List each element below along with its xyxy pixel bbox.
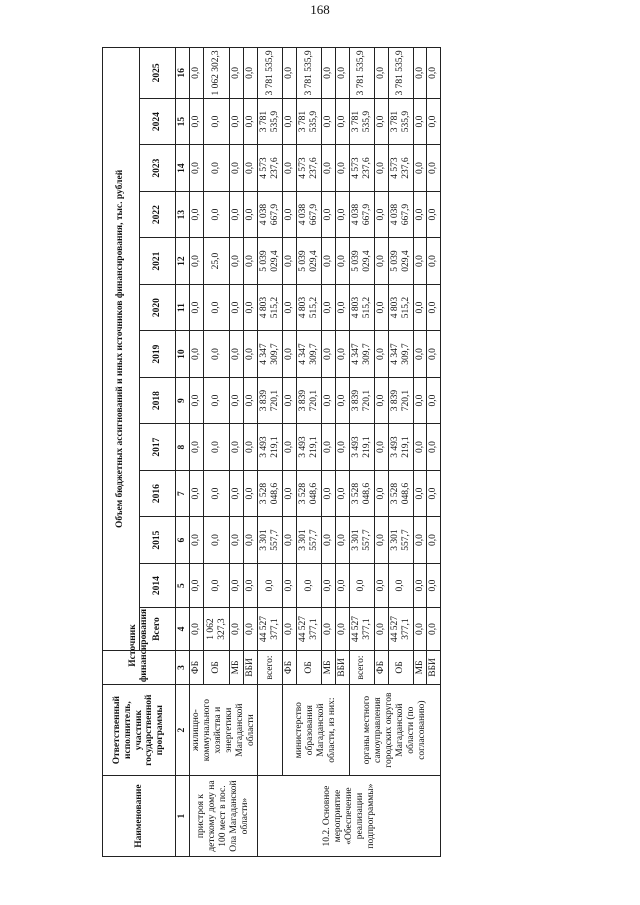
value-cell: 0,0 — [335, 98, 349, 145]
value-cell: 0,0 — [322, 424, 336, 471]
value-cell: 0,0 — [335, 331, 349, 378]
value-cell: 0,0 — [427, 470, 441, 517]
value-cell: 0,0 — [374, 48, 388, 99]
value-cell: 0,0 — [283, 98, 297, 145]
header-year: 2021 — [139, 238, 176, 285]
header-year: 2024 — [139, 98, 176, 145]
value-cell: 0,0 — [322, 284, 336, 331]
value-cell: 0,0 — [335, 238, 349, 285]
value-cell: 0,0 — [374, 191, 388, 238]
table-row — [189, 48, 203, 857]
total-cell: 0,0 — [229, 608, 243, 650]
value-cell: 0,0 — [413, 331, 427, 378]
value-cell: 3 301 557,7 — [258, 517, 283, 564]
value-cell: 0,0 — [427, 238, 441, 285]
total-cell: 44 527 377,1 — [258, 608, 283, 650]
value-cell: 0,0 — [322, 563, 336, 607]
page-number: 168 — [310, 2, 330, 17]
value-cell: 0,0 — [374, 470, 388, 517]
executor-name: органы местного самоуправления городских округов Магаданской области (по согласованию) — [349, 685, 440, 776]
value-cell: 0,0 — [283, 470, 297, 517]
value-cell: 4 803 515,2 — [297, 284, 322, 331]
value-cell: 3 301 557,7 — [388, 517, 413, 564]
source-cell: ВБИ — [244, 650, 258, 684]
value-cell: 0,0 — [374, 331, 388, 378]
source-cell: ВБИ — [335, 650, 349, 684]
value-cell: 0,0 — [283, 331, 297, 378]
value-cell: 25,0 — [204, 238, 230, 285]
header-total: Всего — [139, 608, 176, 650]
value-cell: 4 038 667,9 — [297, 191, 322, 238]
value-cell: 3 493 219,1 — [388, 424, 413, 471]
header-year: 2018 — [139, 377, 176, 424]
source-cell: ОБ — [204, 650, 230, 684]
value-cell: 0,0 — [374, 238, 388, 285]
value-cell: 5 039 029,4 — [388, 238, 413, 285]
value-cell: 0,0 — [427, 517, 441, 564]
value-cell: 0,0 — [413, 563, 427, 607]
value-cell: 0,0 — [413, 191, 427, 238]
value-cell: 0,0 — [283, 424, 297, 471]
value-cell: 0,0 — [244, 470, 258, 517]
header-year: 2023 — [139, 145, 176, 192]
value-cell: 0,0 — [204, 424, 230, 471]
value-cell: 0,0 — [388, 563, 413, 607]
value-cell: 3 301 557,7 — [297, 517, 322, 564]
column-number-row — [176, 48, 190, 857]
column-number: 13 — [176, 191, 190, 238]
value-cell: 0,0 — [204, 98, 230, 145]
header-year: 2015 — [139, 517, 176, 564]
source-cell: МБ — [413, 650, 427, 684]
value-cell: 3 493 219,1 — [258, 424, 283, 471]
value-cell: 0,0 — [229, 284, 243, 331]
executor-name: жилищно-коммунального хозяйства и энергетики Магаданской области — [189, 685, 258, 776]
value-cell: 0,0 — [335, 470, 349, 517]
value-cell: 3 528 048,6 — [297, 470, 322, 517]
value-cell: 0,0 — [283, 563, 297, 607]
column-number: 2 — [176, 685, 190, 776]
total-cell: 44 527 377,1 — [349, 608, 374, 650]
value-cell: 0,0 — [189, 191, 203, 238]
value-cell: 0,0 — [427, 284, 441, 331]
value-cell: 0,0 — [283, 377, 297, 424]
value-cell: 3 493 219,1 — [349, 424, 374, 471]
value-cell: 0,0 — [413, 377, 427, 424]
table-row — [349, 48, 374, 857]
value-cell: 0,0 — [427, 563, 441, 607]
value-cell: 0,0 — [322, 517, 336, 564]
value-cell: 5 039 029,4 — [258, 238, 283, 285]
value-cell: 0,0 — [297, 563, 322, 607]
total-cell: 1 062 327,3 — [204, 608, 230, 650]
value-cell: 0,0 — [427, 98, 441, 145]
value-cell: 0,0 — [283, 48, 297, 99]
total-cell: 0,0 — [283, 608, 297, 650]
value-cell: 0,0 — [335, 424, 349, 471]
value-cell: 4 803 515,2 — [258, 284, 283, 331]
total-cell: 0,0 — [413, 608, 427, 650]
column-number: 1 — [176, 776, 190, 857]
value-cell: 0,0 — [283, 145, 297, 192]
value-cell: 0,0 — [229, 98, 243, 145]
table-row — [283, 48, 297, 857]
value-cell: 0,0 — [322, 238, 336, 285]
value-cell: 0,0 — [204, 377, 230, 424]
value-cell: 0,0 — [335, 191, 349, 238]
value-cell: 3 781 535,9 — [297, 48, 322, 99]
value-cell: 0,0 — [322, 98, 336, 145]
source-cell: ФБ — [374, 650, 388, 684]
value-cell: 0,0 — [229, 424, 243, 471]
header-year: 2017 — [139, 424, 176, 471]
value-cell: 0,0 — [229, 145, 243, 192]
value-cell: 0,0 — [204, 145, 230, 192]
value-cell: 3 839 720,1 — [349, 377, 374, 424]
column-number: 15 — [176, 98, 190, 145]
value-cell: 0,0 — [374, 145, 388, 192]
header-year: 2025 — [139, 48, 176, 99]
total-cell: 44 527 377,1 — [297, 608, 322, 650]
value-cell: 0,0 — [204, 284, 230, 331]
table-row — [258, 48, 283, 857]
value-cell: 4 573 237,6 — [258, 145, 283, 192]
value-cell: 0,0 — [258, 563, 283, 607]
value-cell: 4 573 237,6 — [349, 145, 374, 192]
total-cell: 0,0 — [427, 608, 441, 650]
executor-name — [258, 685, 283, 776]
column-number: 6 — [176, 517, 190, 564]
value-cell: 0,0 — [189, 145, 203, 192]
value-cell: 0,0 — [244, 377, 258, 424]
value-cell: 0,0 — [374, 563, 388, 607]
value-cell: 0,0 — [189, 377, 203, 424]
value-cell: 0,0 — [204, 470, 230, 517]
header-executor: Ответственный исполнитель, участник государственной программы — [103, 685, 176, 776]
value-cell: 0,0 — [413, 470, 427, 517]
column-number: 3 — [176, 650, 190, 684]
value-cell: 0,0 — [189, 517, 203, 564]
column-number: 5 — [176, 563, 190, 607]
value-cell: 0,0 — [283, 517, 297, 564]
value-cell: 4 038 667,9 — [388, 191, 413, 238]
value-cell: 0,0 — [322, 470, 336, 517]
value-cell: 3 839 720,1 — [258, 377, 283, 424]
value-cell: 3 781 535,9 — [349, 98, 374, 145]
column-number: 12 — [176, 238, 190, 285]
value-cell: 0,0 — [374, 377, 388, 424]
value-cell: 4 347 309,7 — [349, 331, 374, 378]
source-cell: МБ — [229, 650, 243, 684]
value-cell: 0,0 — [189, 563, 203, 607]
value-cell: 0,0 — [413, 145, 427, 192]
value-cell: 0,0 — [204, 563, 230, 607]
value-cell: 4 347 309,7 — [258, 331, 283, 378]
value-cell: 0,0 — [244, 517, 258, 564]
value-cell: 0,0 — [322, 377, 336, 424]
header-year: 2020 — [139, 284, 176, 331]
value-cell: 0,0 — [374, 98, 388, 145]
value-cell: 0,0 — [349, 563, 374, 607]
value-cell: 3 781 535,9 — [388, 48, 413, 99]
value-cell: 0,0 — [283, 238, 297, 285]
source-cell: ФБ — [189, 650, 203, 684]
value-cell: 5 039 029,4 — [349, 238, 374, 285]
value-cell: 0,0 — [204, 517, 230, 564]
value-cell: 0,0 — [427, 145, 441, 192]
value-cell: 0,0 — [204, 331, 230, 378]
value-cell: 4 573 237,6 — [297, 145, 322, 192]
source-cell: всего: — [258, 650, 283, 684]
value-cell: 0,0 — [374, 424, 388, 471]
value-cell: 3 781 535,9 — [258, 98, 283, 145]
source-cell: ФБ — [283, 650, 297, 684]
value-cell: 0,0 — [244, 238, 258, 285]
value-cell: 0,0 — [374, 517, 388, 564]
total-cell: 0,0 — [322, 608, 336, 650]
measure-name: 10.2. Основное мероприятие «Обеспечение реализации подпрограммы» — [258, 776, 441, 857]
value-cell: 0,0 — [427, 48, 441, 99]
value-cell: 0,0 — [244, 424, 258, 471]
value-cell: 3 528 048,6 — [349, 470, 374, 517]
value-cell: 0,0 — [322, 331, 336, 378]
value-cell: 0,0 — [283, 284, 297, 331]
value-cell: 0,0 — [413, 238, 427, 285]
column-number: 7 — [176, 470, 190, 517]
value-cell: 3 781 535,9 — [349, 48, 374, 99]
value-cell: 0,0 — [335, 563, 349, 607]
value-cell: 0,0 — [335, 377, 349, 424]
value-cell: 0,0 — [244, 98, 258, 145]
total-cell: 44 527 377,1 — [388, 608, 413, 650]
value-cell: 3 301 557,7 — [349, 517, 374, 564]
value-cell: 0,0 — [229, 331, 243, 378]
value-cell: 0,0 — [335, 145, 349, 192]
table-body — [189, 48, 440, 857]
column-number: 10 — [176, 331, 190, 378]
value-cell: 0,0 — [427, 191, 441, 238]
value-cell: 0,0 — [427, 331, 441, 378]
value-cell: 3 839 720,1 — [388, 377, 413, 424]
value-cell: 0,0 — [229, 238, 243, 285]
value-cell: 0,0 — [244, 284, 258, 331]
column-number: 11 — [176, 284, 190, 331]
total-cell: 0,0 — [244, 608, 258, 650]
column-number: 14 — [176, 145, 190, 192]
header-year: 2016 — [139, 470, 176, 517]
value-cell: 0,0 — [413, 284, 427, 331]
header-volume: Объем бюджетных ассигнований и иных источников финансирования, тыс. рублей — [103, 48, 140, 651]
value-cell: 0,0 — [374, 284, 388, 331]
value-cell: 1 062 302,3 — [204, 48, 230, 99]
source-cell: МБ — [322, 650, 336, 684]
value-cell: 0,0 — [427, 377, 441, 424]
value-cell: 0,0 — [244, 191, 258, 238]
value-cell: 0,0 — [229, 191, 243, 238]
value-cell: 0,0 — [427, 424, 441, 471]
value-cell: 0,0 — [189, 331, 203, 378]
column-number: 4 — [176, 608, 190, 650]
value-cell: 3 493 219,1 — [297, 424, 322, 471]
total-cell: 0,0 — [335, 608, 349, 650]
value-cell: 4 038 667,9 — [349, 191, 374, 238]
value-cell: 4 803 515,2 — [388, 284, 413, 331]
value-cell: 0,0 — [229, 563, 243, 607]
financing-table — [102, 47, 441, 857]
column-number: 9 — [176, 377, 190, 424]
value-cell: 0,0 — [229, 470, 243, 517]
value-cell: 0,0 — [322, 145, 336, 192]
measure-name: пристроя к детскому дому на 100 мест в пос. Ола Магаданской области» — [189, 776, 258, 857]
value-cell: 0,0 — [322, 191, 336, 238]
value-cell: 0,0 — [189, 98, 203, 145]
value-cell: 4 038 667,9 — [258, 191, 283, 238]
value-cell: 3 528 048,6 — [388, 470, 413, 517]
header-year: 2019 — [139, 331, 176, 378]
value-cell: 0,0 — [204, 191, 230, 238]
value-cell: 0,0 — [189, 284, 203, 331]
value-cell: 0,0 — [229, 48, 243, 99]
rotated-table-container — [102, 47, 582, 857]
column-number: 8 — [176, 424, 190, 471]
executor-name: министерство образования Магаданской области, из них: — [283, 685, 350, 776]
header-year: 2014 — [139, 563, 176, 607]
header-source-text: Источник финансирования — [128, 608, 149, 683]
value-cell: 4 573 237,6 — [388, 145, 413, 192]
source-cell: всего: — [349, 650, 374, 684]
value-cell: 0,0 — [189, 238, 203, 285]
total-cell: 0,0 — [189, 608, 203, 650]
value-cell: 0,0 — [189, 424, 203, 471]
value-cell: 0,0 — [335, 517, 349, 564]
value-cell: 0,0 — [413, 424, 427, 471]
value-cell: 0,0 — [335, 284, 349, 331]
value-cell: 0,0 — [244, 563, 258, 607]
value-cell: 0,0 — [244, 331, 258, 378]
value-cell: 0,0 — [189, 48, 203, 99]
value-cell: 0,0 — [283, 191, 297, 238]
header-year: 2022 — [139, 191, 176, 238]
source-cell: ВБИ — [427, 650, 441, 684]
column-number: 16 — [176, 48, 190, 99]
value-cell: 5 039 029,4 — [297, 238, 322, 285]
value-cell: 0,0 — [413, 517, 427, 564]
value-cell: 4 347 309,7 — [388, 331, 413, 378]
value-cell: 0,0 — [244, 145, 258, 192]
value-cell: 0,0 — [335, 48, 349, 99]
value-cell: 0,0 — [229, 517, 243, 564]
value-cell: 0,0 — [413, 98, 427, 145]
source-cell: ОБ — [297, 650, 322, 684]
value-cell: 3 528 048,6 — [258, 470, 283, 517]
value-cell: 3 781 535,9 — [258, 48, 283, 99]
value-cell: 3 781 535,9 — [297, 98, 322, 145]
value-cell: 0,0 — [244, 48, 258, 99]
table-header — [103, 48, 190, 857]
value-cell: 0,0 — [189, 470, 203, 517]
source-cell: ОБ — [388, 650, 413, 684]
value-cell: 0,0 — [413, 48, 427, 99]
value-cell: 4 803 515,2 — [349, 284, 374, 331]
value-cell: 0,0 — [229, 377, 243, 424]
value-cell: 4 347 309,7 — [297, 331, 322, 378]
header-name: Наименование — [103, 776, 176, 857]
value-cell: 3 839 720,1 — [297, 377, 322, 424]
value-cell: 3 781 535,9 — [388, 98, 413, 145]
value-cell: 0,0 — [322, 48, 336, 99]
total-cell: 0,0 — [374, 608, 388, 650]
